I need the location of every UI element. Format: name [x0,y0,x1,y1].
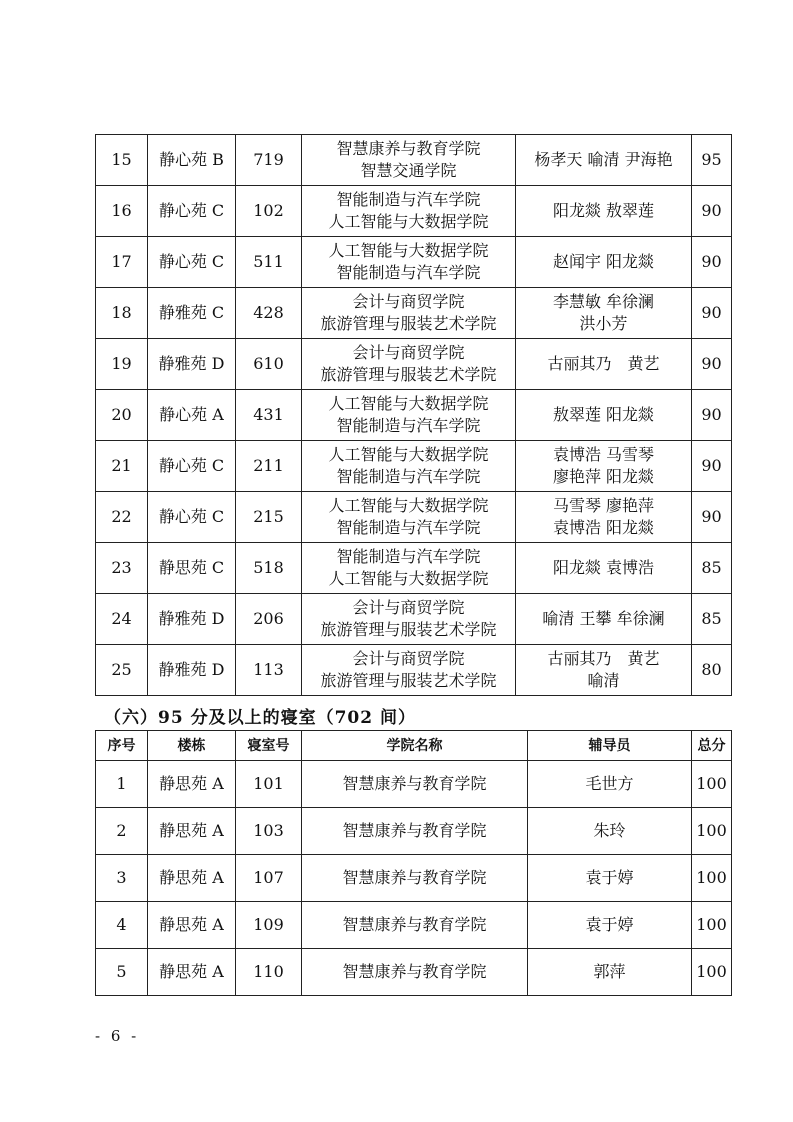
row-building: 静思苑 A [148,761,236,808]
row-colleges-line: 旅游管理与服装艺术学院 [320,314,497,333]
row-colleges [302,594,516,645]
row-score: 100 [692,855,732,902]
row-room: 103 [236,808,302,855]
row-college: 智慧康养与教育学院 [302,902,528,949]
table-row [96,492,732,543]
row-room: 107 [236,855,302,902]
row-room: 518 [236,543,302,594]
row-colleges-line: 会计与商贸学院 [352,292,465,311]
row-advisors [516,288,692,339]
row-colleges-line: 人工智能与大数据学院 [328,445,489,464]
row-colleges-line: 智能制造与汽车学院 [336,416,481,435]
row-building: 静心苑 C [148,492,236,543]
table-row [96,902,732,949]
page-number: - 6 - [95,1027,140,1045]
row-colleges-line: 会计与商贸学院 [352,598,465,617]
table-header-row [96,731,732,761]
table-row [96,949,732,996]
row-advisors [516,594,692,645]
row-room: 428 [236,288,302,339]
row-no: 1 [96,761,148,808]
row-college: 智慧康养与教育学院 [302,855,528,902]
row-advisors-line: 古丽其乃 黄艺 [547,649,660,668]
header-room: 寝室号 [236,731,302,761]
table-row [96,441,732,492]
row-advisors-line: 喻清 王攀 牟徐澜 [542,609,665,628]
row-no: 4 [96,902,148,949]
row-advisors-line: 敖翠莲 阳龙燚 [552,405,655,424]
row-score: 100 [692,761,732,808]
row-advisors-line: 马雪琴 廖艳萍 [552,496,655,515]
row-room: 102 [236,186,302,237]
table-row [96,761,732,808]
row-score: 100 [692,949,732,996]
row-advisors-line: 廖艳萍 阳龙燚 [552,467,655,486]
header-no: 序号 [96,731,148,761]
row-colleges-line: 旅游管理与服装艺术学院 [320,620,497,639]
table-row [96,186,732,237]
row-room: 113 [236,645,302,696]
row-colleges [302,237,516,288]
row-building: 静心苑 C [148,237,236,288]
dorm-table-95-plus [95,730,732,996]
row-colleges-line: 会计与商贸学院 [352,649,465,668]
row-advisors-line: 袁博浩 马雪琴 [552,445,655,464]
section-heading: （六）95 分及以上的寝室（702 间） [104,708,416,728]
row-building: 静思苑 A [148,808,236,855]
row-room: 206 [236,594,302,645]
row-score: 90 [692,492,732,543]
row-no: 18 [96,288,148,339]
row-building: 静思苑 A [148,855,236,902]
row-college: 智慧康养与教育学院 [302,808,528,855]
row-advisor: 郭萍 [528,949,692,996]
row-room: 101 [236,761,302,808]
row-room: 211 [236,441,302,492]
row-room: 511 [236,237,302,288]
row-no: 15 [96,135,148,186]
row-colleges-line: 智能制造与汽车学院 [336,547,481,566]
row-building: 静心苑 C [148,186,236,237]
row-no: 5 [96,949,148,996]
row-building: 静心苑 A [148,390,236,441]
table-row [96,237,732,288]
row-colleges-line: 旅游管理与服装艺术学院 [320,365,497,384]
row-score: 100 [692,808,732,855]
table-row [96,808,732,855]
table-row [96,390,732,441]
table-row [96,645,732,696]
row-no: 22 [96,492,148,543]
dorm-table-continued [95,134,732,696]
row-building: 静思苑 A [148,902,236,949]
row-score: 90 [692,339,732,390]
row-advisors [516,339,692,390]
row-score: 100 [692,902,732,949]
row-colleges [302,492,516,543]
row-no: 2 [96,808,148,855]
row-advisors [516,237,692,288]
row-score: 90 [692,441,732,492]
row-colleges-line: 人工智能与大数据学院 [328,394,489,413]
row-colleges [302,543,516,594]
row-no: 17 [96,237,148,288]
row-no: 20 [96,390,148,441]
row-colleges-line: 智慧交通学院 [360,161,457,180]
row-advisors-line: 赵闻宇 阳龙燚 [552,252,655,271]
row-building: 静心苑 B [148,135,236,186]
row-advisors-line: 阳龙燚 敖翠莲 [552,201,655,220]
row-colleges [302,186,516,237]
row-score: 90 [692,390,732,441]
row-colleges-line: 人工智能与大数据学院 [328,569,489,588]
row-advisors [516,186,692,237]
row-colleges-line: 智能制造与汽车学院 [336,467,481,486]
row-advisors-line: 李慧敏 牟徐澜 [552,292,655,311]
row-building: 静思苑 C [148,543,236,594]
table-row [96,594,732,645]
table-row [96,855,732,902]
row-advisors-line: 阳龙燚 袁博浩 [552,558,655,577]
row-colleges-line: 智能制造与汽车学院 [336,190,481,209]
row-score: 90 [692,237,732,288]
row-room: 431 [236,390,302,441]
row-advisors [516,645,692,696]
header-score: 总分 [692,731,732,761]
row-score: 85 [692,594,732,645]
row-college: 智慧康养与教育学院 [302,761,528,808]
header-building: 楼栋 [148,731,236,761]
row-score: 80 [692,645,732,696]
row-colleges-line: 人工智能与大数据学院 [328,241,489,260]
row-colleges-line: 智慧康养与教育学院 [336,139,481,158]
row-room: 719 [236,135,302,186]
row-no: 23 [96,543,148,594]
row-score: 85 [692,543,732,594]
row-building: 静雅苑 D [148,594,236,645]
row-colleges-line: 人工智能与大数据学院 [328,496,489,515]
row-no: 3 [96,855,148,902]
header-college: 学院名称 [302,731,528,761]
row-room: 215 [236,492,302,543]
row-no: 16 [96,186,148,237]
row-no: 19 [96,339,148,390]
row-colleges [302,645,516,696]
row-advisor: 袁于婷 [528,902,692,949]
row-score: 95 [692,135,732,186]
row-advisors [516,492,692,543]
row-advisors-line: 袁博浩 阳龙燚 [552,518,655,537]
row-colleges-line: 会计与商贸学院 [352,343,465,362]
row-advisor: 袁于婷 [528,855,692,902]
row-building: 静雅苑 C [148,288,236,339]
row-colleges-line: 智能制造与汽车学院 [336,518,481,537]
row-advisor: 毛世方 [528,761,692,808]
row-building: 静心苑 C [148,441,236,492]
table-row [96,543,732,594]
row-building: 静雅苑 D [148,645,236,696]
row-advisors-line: 喻清 [587,671,620,690]
row-advisors [516,390,692,441]
row-score: 90 [692,186,732,237]
row-colleges-line: 智能制造与汽车学院 [336,263,481,282]
row-college: 智慧康养与教育学院 [302,949,528,996]
row-advisors-line: 洪小芳 [579,314,628,333]
row-colleges [302,135,516,186]
table-row [96,135,732,186]
row-colleges [302,441,516,492]
row-no: 21 [96,441,148,492]
row-advisors [516,441,692,492]
row-colleges-line: 人工智能与大数据学院 [328,212,489,231]
row-advisors-line: 古丽其乃 黄艺 [547,354,660,373]
row-colleges [302,288,516,339]
row-advisor: 朱玲 [528,808,692,855]
row-score: 90 [692,288,732,339]
row-colleges [302,339,516,390]
row-advisors-line: 杨孝天 喻清 尹海艳 [534,150,673,169]
row-building: 静思苑 A [148,949,236,996]
row-no: 24 [96,594,148,645]
row-room: 109 [236,902,302,949]
header-advisor: 辅导员 [528,731,692,761]
row-building: 静雅苑 D [148,339,236,390]
row-advisors [516,543,692,594]
table-row [96,339,732,390]
row-advisors [516,135,692,186]
row-colleges-line: 旅游管理与服装艺术学院 [320,671,497,690]
row-no: 25 [96,645,148,696]
row-room: 110 [236,949,302,996]
row-room: 610 [236,339,302,390]
table-row [96,288,732,339]
row-colleges [302,390,516,441]
